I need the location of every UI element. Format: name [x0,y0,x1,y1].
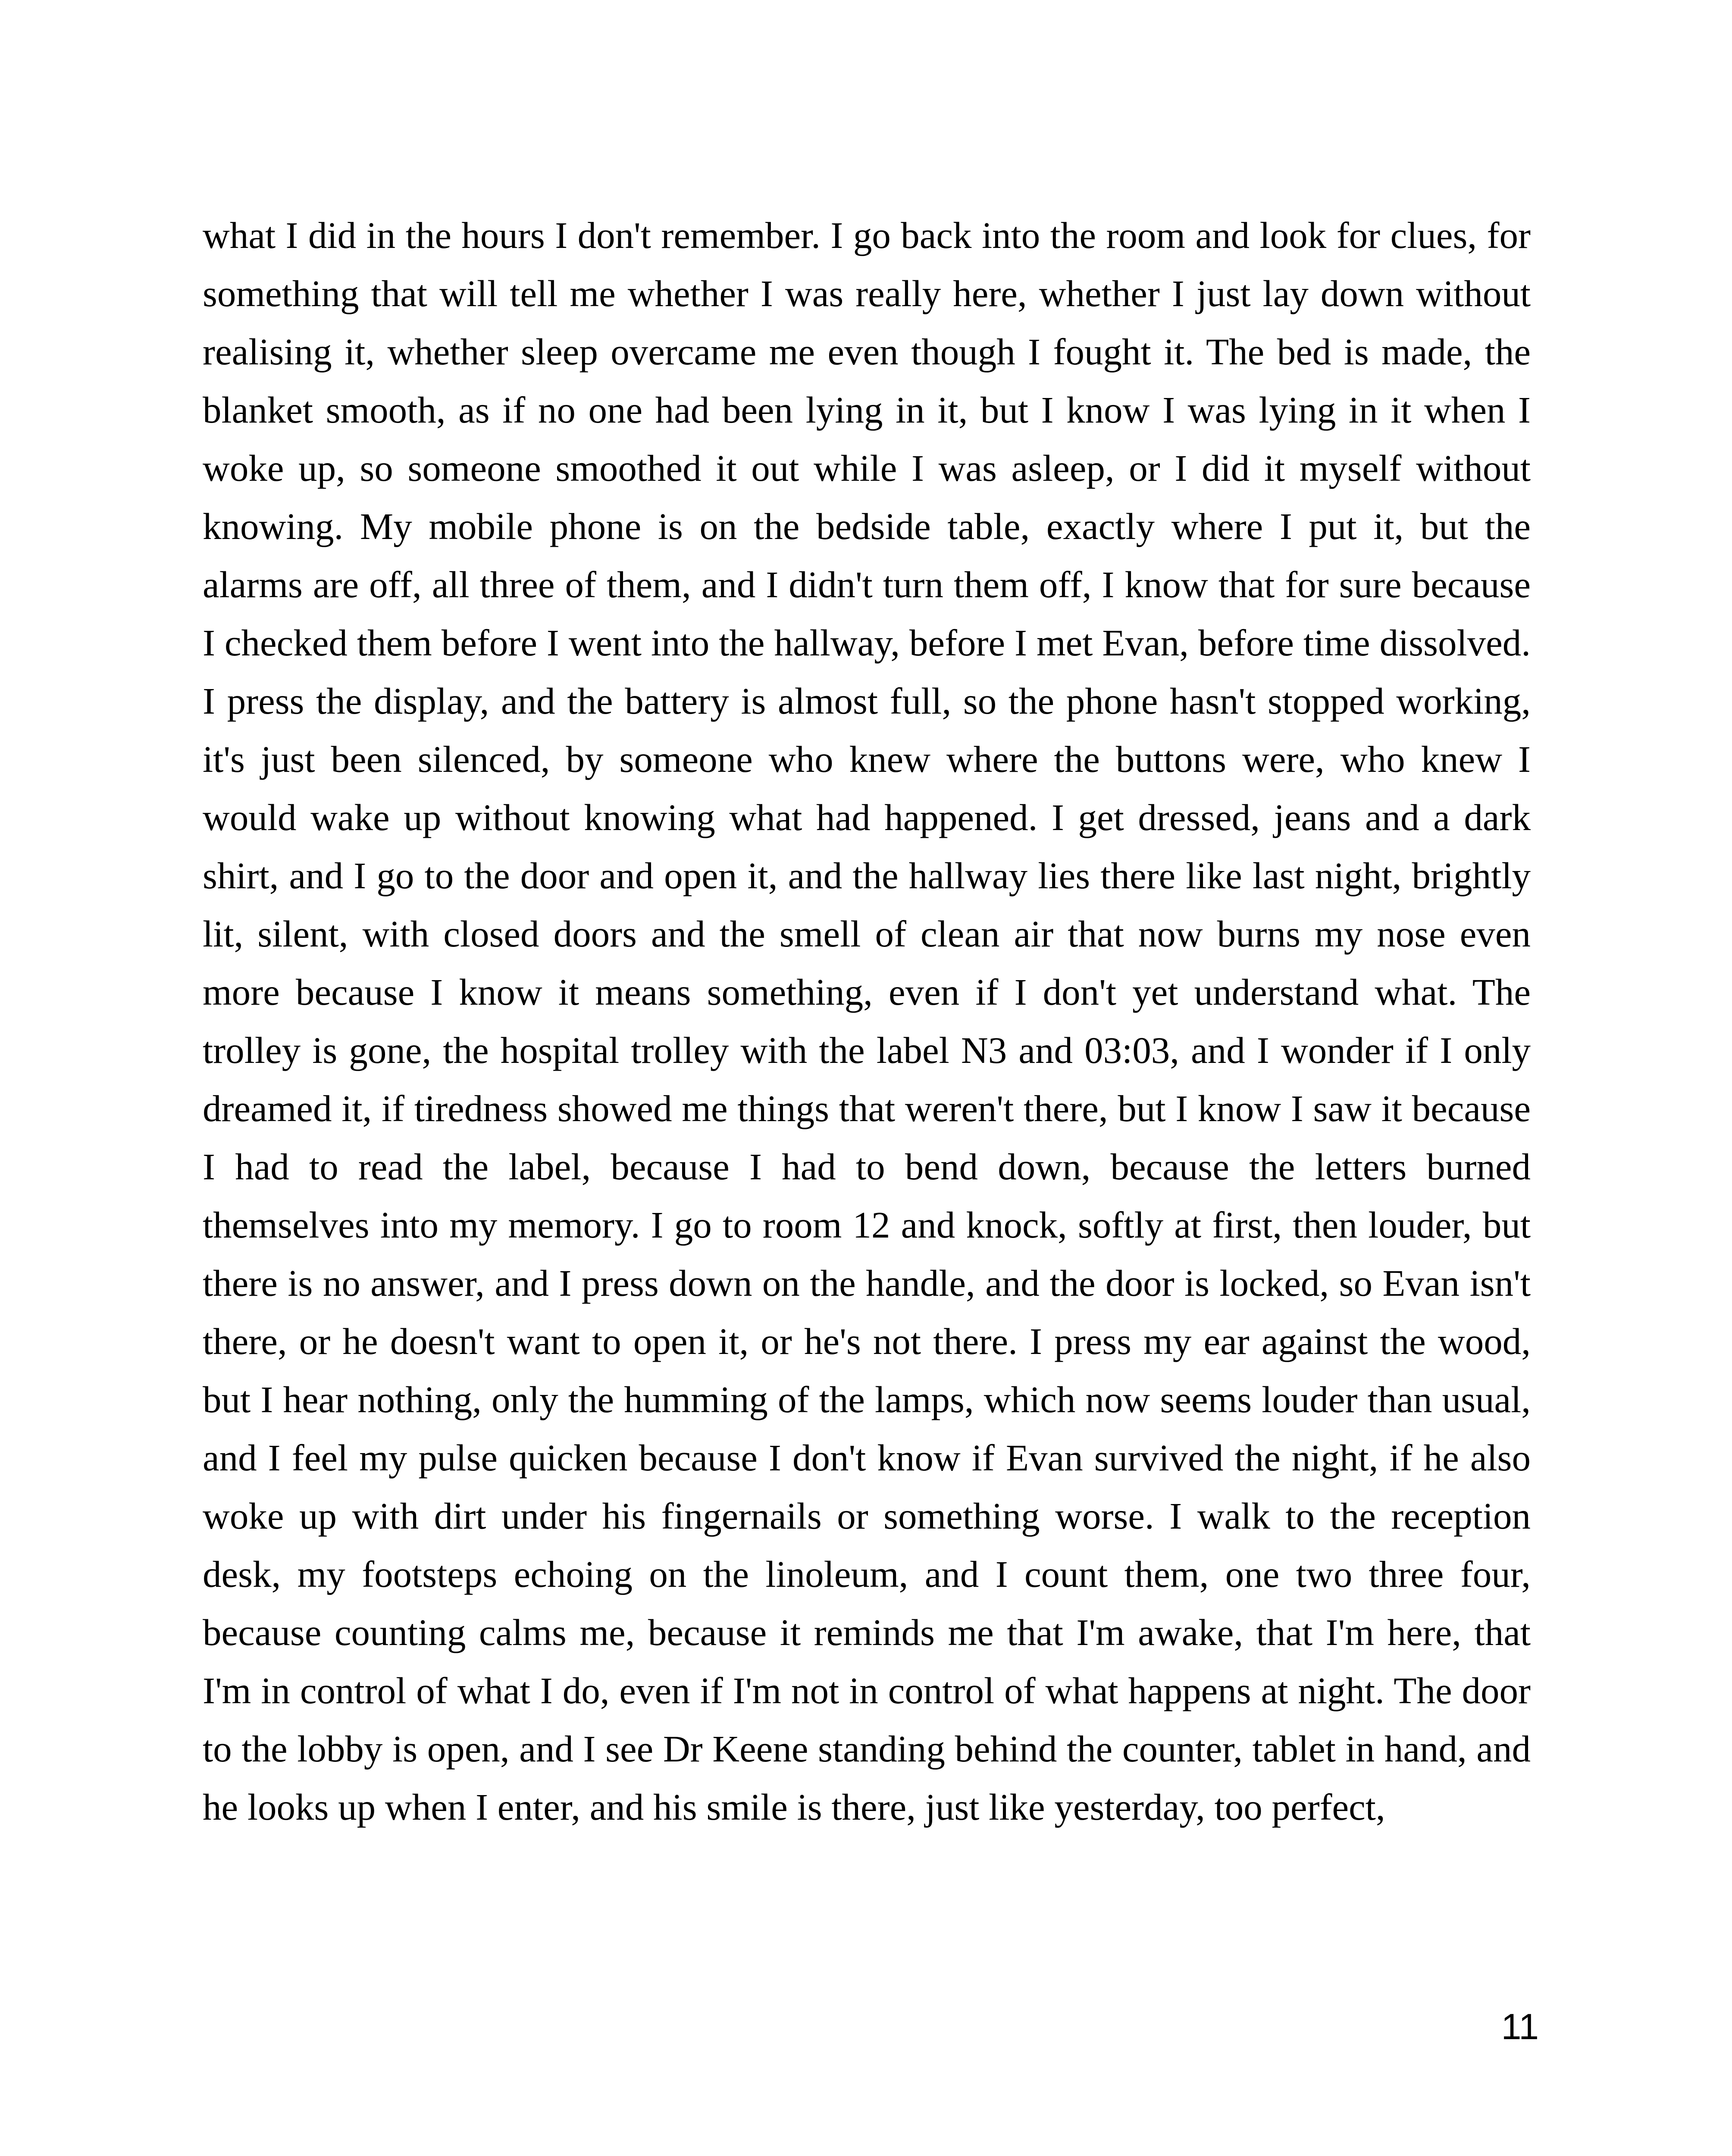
body-paragraph: what I did in the hours I don't remember. I go back into the room and look for clues, for something that will tell me whether I was really here, whether I just lay down without realising it, whether sleep overcame me even though I fought it. The bed is made, the blanket smooth, as if no one had been lying in it, but I know I was lying in it when I woke up, so someone smoothed it out while I was asleep, or I did it myself without knowing. My mobile phone is on the bedside table, exactly where I put it, but the alarms are off, all three of them, and I didn't turn them off, I know that for sure because I checked them before I went into the hallway, before I met Evan, before time dissolved. I press the display, and the battery is almost full, so the phone hasn't stopped working, it's just been silenced, by someone who knew where the buttons were, who knew I would wake up without knowing what had happened. I get dressed, jeans and a dark shirt, and I go to the door and open it, and the hallway lies there like last night, brightly lit, silent, with closed doors and the smell of clean air that now burns my nose even more because I know it means something, even if I don't yet understand what. The trolley is gone, the hospital trolley with the label N3 and 03:03, and I wonder if I only dreamed it, if tiredness showed me things that weren't there, but I know I saw it because I had to read the label, because I had to bend down, because the letters burned themselves into my memory. I go to room 12 and knock, softly at first, then louder, but there is no answer, and I press down on the handle, and the door is locked, so Evan isn't there, or he doesn't want to open it, or he's not there. I press my ear against the wood, but I hear nothing, only the humming of the lamps, which now seems louder than usual, and I feel my pulse quicken because I don't know if Evan survived the night, if he also woke up with dirt under his fingernails or something worse. I walk to the reception desk, my footsteps echoing on the linoleum, and I count them, one two three four, because counting calms me, because it reminds me that I'm awake, that I'm here, that I'm in control of what I do, even if I'm not in control of what happens at night. The door to the lobby is open, and I see Dr Keene standing behind the counter, tablet in hand, and he looks up when I enter, and his smile is there, just like yesterday, too perfect, [203,214,1531,1828]
page-number: 11 [1501,2006,1539,2047]
